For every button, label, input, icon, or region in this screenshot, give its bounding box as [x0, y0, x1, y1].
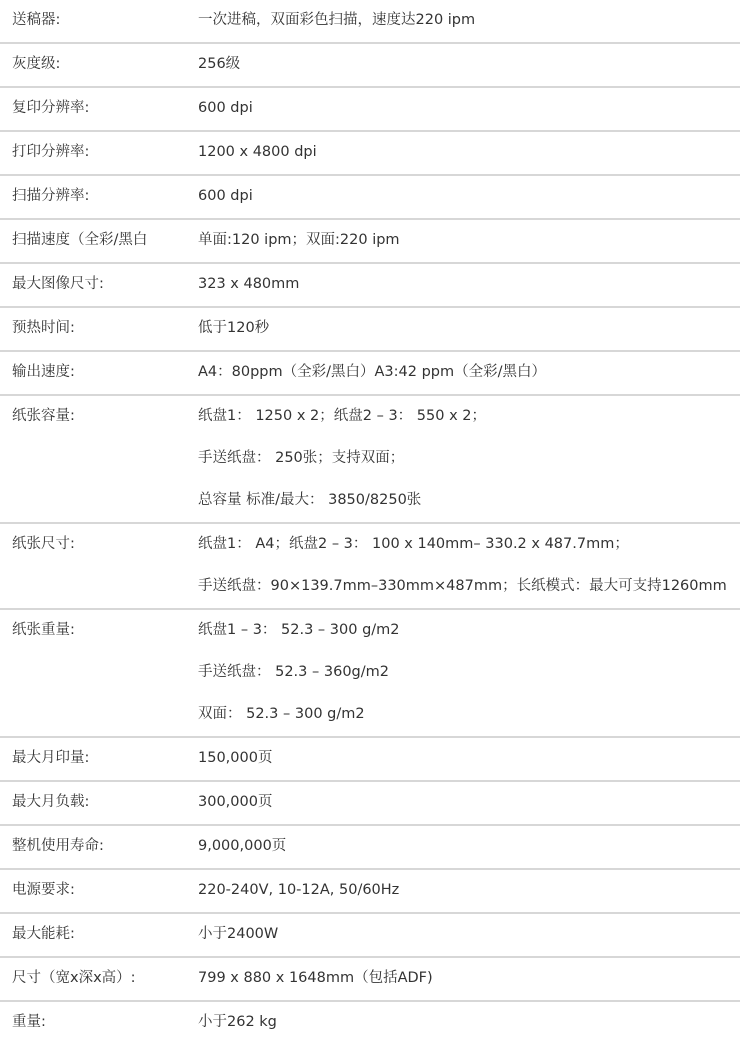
- spec-value-cell: [186, 609, 740, 737]
- spec-label-cell: [0, 0, 186, 43]
- spec-label-cell: [0, 351, 186, 395]
- spec-value-cell: [186, 263, 740, 307]
- spec-value-cell: [186, 307, 740, 351]
- spec-value-cell: [186, 395, 740, 523]
- spec-label: 最大能耗:: [12, 926, 75, 942]
- spec-value: 双面： 52.3 – 300 g/m2: [198, 706, 365, 722]
- spec-value-cell: [186, 43, 740, 87]
- spec-value: 手送纸盘： 52.3 – 360g/m2: [198, 664, 389, 680]
- spec-label-cell: [0, 175, 186, 219]
- spec-label-cell: [0, 263, 186, 307]
- spec-label: 打印分辨率:: [12, 144, 90, 160]
- spec-value: 纸盘1 – 3： 52.3 – 300 g/m2: [198, 622, 400, 638]
- spec-value-cell: [186, 87, 740, 131]
- spec-label-cell: [0, 957, 186, 1001]
- spec-value-cell: [186, 869, 740, 913]
- spec-value: 256级: [198, 56, 241, 72]
- spec-label-cell: [0, 913, 186, 957]
- spec-label-cell: [0, 825, 186, 869]
- spec-row: [0, 523, 740, 609]
- spec-value: 600 dpi: [198, 100, 253, 116]
- spec-value: 一次进稿，双面彩色扫描，速度达220 ipm: [198, 12, 476, 28]
- spec-value-cell: [186, 825, 740, 869]
- spec-label: 纸张重量:: [12, 622, 75, 638]
- spec-row: [0, 263, 740, 307]
- spec-label-cell: [0, 219, 186, 263]
- spec-row: [0, 219, 740, 263]
- spec-value-cell: [186, 131, 740, 175]
- spec-row: [0, 781, 740, 825]
- spec-label-cell: [0, 395, 186, 523]
- spec-label: 预热时间:: [12, 320, 75, 336]
- spec-value: 1200 x 4800 dpi: [198, 144, 317, 160]
- spec-label: 整机使用寿命:: [12, 838, 104, 854]
- spec-row: [0, 395, 740, 523]
- spec-label: 重量:: [12, 1014, 46, 1030]
- spec-row: [0, 913, 740, 957]
- spec-row: [0, 957, 740, 1001]
- spec-value: 600 dpi: [198, 188, 253, 204]
- spec-label: 最大月负载:: [12, 794, 90, 810]
- spec-label-cell: [0, 523, 186, 609]
- spec-value: 纸盘1： 1250 x 2；纸盘2 – 3： 550 x 2；: [198, 408, 486, 424]
- spec-row: [0, 0, 740, 43]
- spec-value: 手送纸盘：90×139.7mm–330mm×487mm；长纸模式：最大可支持1260mm: [198, 578, 727, 594]
- spec-label: 最大图像尺寸:: [12, 276, 104, 292]
- spec-value-cell: [186, 737, 740, 781]
- spec-label-cell: [0, 87, 186, 131]
- spec-label: 最大月印量:: [12, 750, 90, 766]
- spec-value-cell: [186, 0, 740, 43]
- spec-value: 单面:120 ipm；双面:220 ipm: [198, 232, 400, 248]
- spec-label: 扫描速度（全彩/黑白: [12, 232, 148, 248]
- spec-label-cell: [0, 43, 186, 87]
- spec-value: 低于120秒: [198, 320, 270, 336]
- spec-label: 送稿器:: [12, 12, 61, 28]
- spec-value: 小于2400W: [198, 926, 279, 942]
- spec-value: 220-240V, 10-12A, 50/60Hz: [198, 882, 400, 898]
- spec-value: 小于262 kg: [198, 1014, 277, 1030]
- spec-label-cell: [0, 781, 186, 825]
- spec-row: [0, 609, 740, 737]
- spec-value-cell: [186, 175, 740, 219]
- spec-label-cell: [0, 131, 186, 175]
- spec-row: [0, 175, 740, 219]
- spec-label: 扫描分辨率:: [12, 188, 90, 204]
- spec-value-cell: [186, 219, 740, 263]
- spec-label: 尺寸（宽x深x高）:: [12, 970, 136, 986]
- spec-label-cell: [0, 869, 186, 913]
- spec-value-cell: [186, 781, 740, 825]
- spec-row: [0, 131, 740, 175]
- spec-value: 323 x 480mm: [198, 276, 300, 292]
- spec-label: 纸张容量:: [12, 408, 75, 424]
- spec-value: 300,000页: [198, 794, 273, 810]
- spec-label-cell: [0, 1001, 186, 1044]
- spec-label: 灰度级:: [12, 56, 61, 72]
- spec-value-cell: [186, 523, 740, 609]
- spec-value: 150,000页: [198, 750, 273, 766]
- spec-value-cell: [186, 1001, 740, 1044]
- spec-value: 纸盘1： A4；纸盘2 – 3： 100 x 140mm– 330.2 x 487.7mm；: [198, 536, 629, 552]
- spec-value: 9,000,000页: [198, 838, 287, 854]
- spec-value-cell: [186, 913, 740, 957]
- spec-label: 纸张尺寸:: [12, 536, 75, 552]
- spec-row: [0, 87, 740, 131]
- spec-label-cell: [0, 609, 186, 737]
- spec-label-cell: [0, 307, 186, 351]
- spec-value: 总容量 标准/最大： 3850/8250张: [198, 492, 422, 508]
- spec-value-cell: [186, 957, 740, 1001]
- spec-row: [0, 43, 740, 87]
- spec-label: 复印分辨率:: [12, 100, 90, 116]
- spec-row: [0, 869, 740, 913]
- spec-value: A4：80ppm（全彩/黑白）A3:42 ppm（全彩/黑白）: [198, 364, 547, 380]
- spec-row: [0, 737, 740, 781]
- spec-row: [0, 1001, 740, 1044]
- spec-value-cell: [186, 351, 740, 395]
- spec-row: [0, 825, 740, 869]
- spec-label-cell: [0, 737, 186, 781]
- spec-row: [0, 307, 740, 351]
- spec-value: 手送纸盘： 250张；支持双面；: [198, 450, 405, 466]
- spec-value: 799 x 880 x 1648mm（包括ADF): [198, 970, 433, 986]
- spec-label: 电源要求:: [12, 882, 75, 898]
- spec-label: 输出速度:: [12, 364, 75, 380]
- spec-row: [0, 351, 740, 395]
